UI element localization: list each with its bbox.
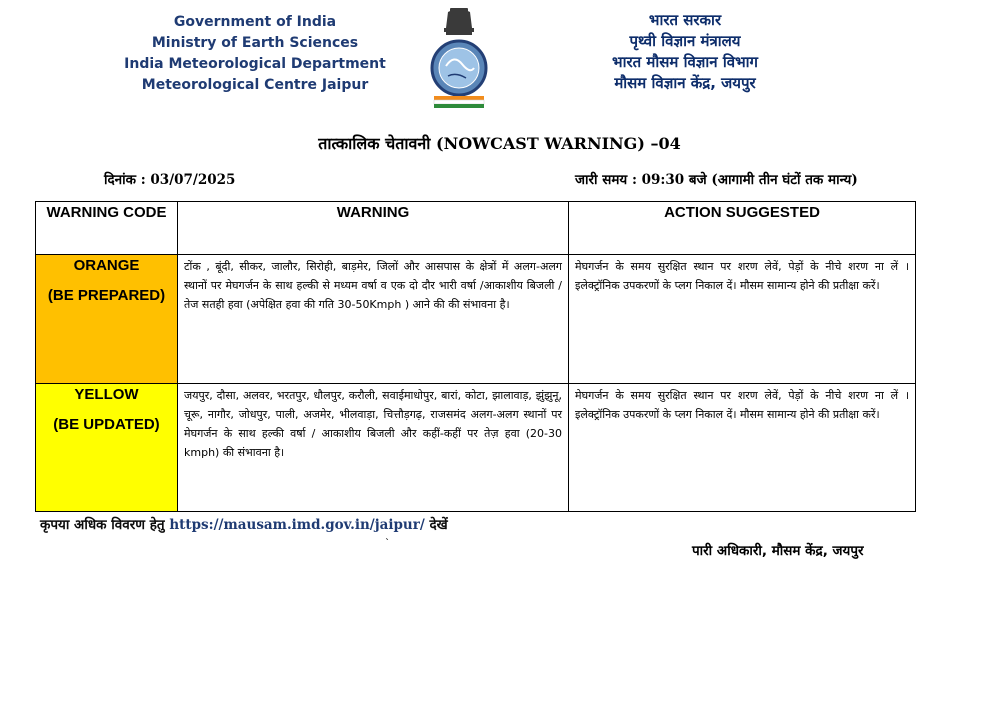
table-header-row bbox=[36, 202, 916, 255]
header-hindi-line: भारत सरकार bbox=[648, 11, 722, 29]
warning-code-label: YELLOW bbox=[74, 386, 139, 403]
header-english-line: Government of India bbox=[173, 14, 337, 30]
header-english-line: Meteorological Centre Jaipur bbox=[141, 77, 369, 93]
header-english bbox=[110, 12, 400, 96]
warning-text: टोंक , बूंदी, सीकर, जालौर, सिरोही, बाड़मेर, जिलों और आसपास के क्षेत्रों में अलग-अलग स्थानों पर मेघगर्जन के साथ हल्की से मध्यम वर्षा व एक दो दौर भारी वर्षा /आकाशीय बिजली / तेज सतही हवा (अपेक्षित हवा की गति 30-50Kmph ) आने की की संभावना है। bbox=[178, 255, 569, 384]
header-hindi-line: भारत मौसम विज्ञान विभाग bbox=[612, 53, 758, 71]
stray-mark: ` bbox=[385, 538, 390, 549]
action-text: मेघगर्जन के समय सुरक्षित स्थान पर शरण लेवें, पेड़ों के नीचे शरण ना लें । इलेक्ट्रॉनिक उपकरणों के प्लग निकाल दें। मौसम सामान्य होने की प्रतीक्षा करें। bbox=[569, 255, 916, 384]
table-row bbox=[36, 384, 916, 512]
column-header-code: WARNING CODE bbox=[36, 202, 178, 255]
issue-time: जारी समय : 09:30 बजे (आगामी तीन घंटों तक मान्य) bbox=[575, 172, 858, 188]
details-link[interactable]: https://mausam.imd.gov.in/jaipur/ bbox=[169, 517, 425, 533]
header-hindi-line: मौसम विज्ञान केंद्र, जयपुर bbox=[614, 74, 756, 92]
table-row bbox=[36, 255, 916, 384]
warning-code-cell bbox=[36, 255, 178, 384]
warning-code-label: ORANGE bbox=[73, 257, 140, 274]
details-suffix: देखें bbox=[424, 517, 448, 533]
issue-date: दिनांक : 03/07/2025 bbox=[104, 172, 236, 188]
details-prefix: कृपया अधिक विवरण हेतु bbox=[40, 517, 170, 533]
page-title: तात्कालिक चेतावनी (NOWCAST WARNING) –04 bbox=[318, 134, 681, 153]
imd-emblem-icon bbox=[426, 6, 492, 112]
header-hindi-line: पृथ्वी विज्ञान मंत्रालय bbox=[629, 32, 741, 50]
details-note bbox=[40, 515, 448, 533]
signature: पारी अधिकारी, मौसम केंद्र, जयपुर bbox=[692, 543, 864, 559]
column-header-warning: WARNING bbox=[178, 202, 569, 255]
action-text: मेघगर्जन के समय सुरक्षित स्थान पर शरण लेवें, पेड़ों के नीचे शरण ना लें । इलेक्ट्रॉनिक उपकरणों के प्लग निकाल दें। मौसम सामान्य होने की प्रतीक्षा करें। bbox=[569, 384, 916, 512]
warning-code-cell bbox=[36, 384, 178, 512]
warning-code-description: (BE PREPARED) bbox=[47, 287, 166, 304]
header-hindi bbox=[560, 10, 810, 94]
warning-code-description: (BE UPDATED) bbox=[53, 416, 160, 433]
warning-text: जयपुर, दौसा, अलवर, भरतपुर, धौलपुर, करौली, सवाईमाधोपुर, बारां, कोटा, झालावाड़, झुंझुनू, चूरू, नागौर, जोधपुर, पाली, अजमेर, भीलवाड़ा, चित्तौड़गढ़, राजसमंद अलग-अलग स्थानों पर मेघगर्जन के साथ हल्की वर्षा / आकाशीय बिजली और कहीं-कहीं पर तेज़ हवा (20-30 kmph) की संभावना है। bbox=[178, 384, 569, 512]
warning-table bbox=[35, 201, 916, 512]
column-header-action: ACTION SUGGESTED bbox=[569, 202, 916, 255]
header-english-line: India Meteorological Department bbox=[124, 56, 386, 72]
header-english-line: Ministry of Earth Sciences bbox=[151, 35, 359, 51]
